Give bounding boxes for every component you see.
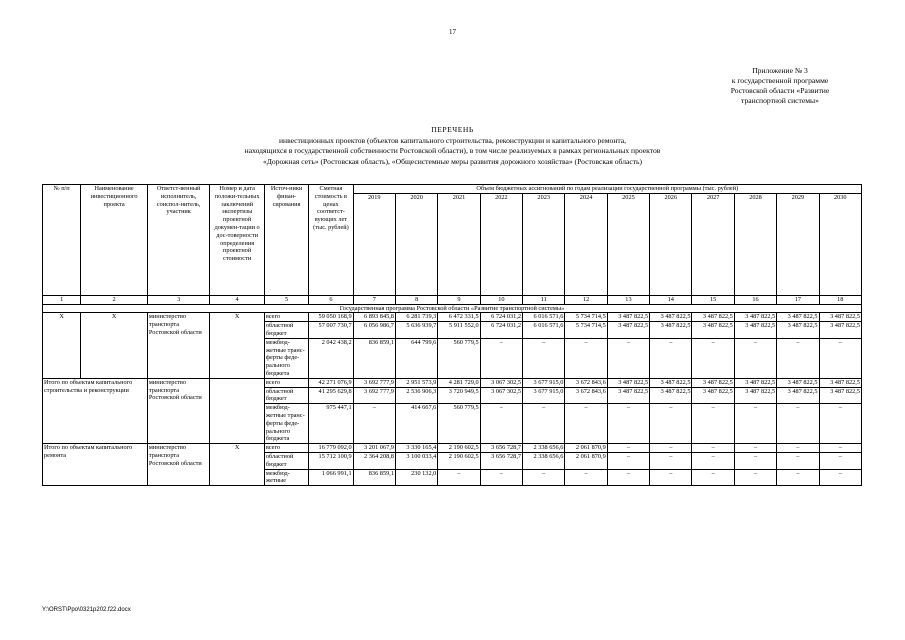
title-heading: ПЕРЕЧЕНЬ xyxy=(431,125,474,134)
year-value: 414 667,6 xyxy=(395,404,437,444)
year-value: 3 487 822,5 xyxy=(777,387,819,404)
year-value: 6 724 031,2 xyxy=(480,322,522,339)
year-value: – xyxy=(819,404,861,444)
year-value: 5 734 714,5 xyxy=(565,313,607,322)
column-number: 2 xyxy=(81,295,148,304)
year-value: 5 911 552,0 xyxy=(438,322,480,339)
header-year: 2027 xyxy=(692,193,734,295)
funding-source: межбюд-жетные транс-ферты феде-рального бюджета xyxy=(264,338,308,378)
year-value: 3 487 822,5 xyxy=(692,387,734,404)
year-value: 3 720 949,5 xyxy=(438,387,480,404)
column-number: 13 xyxy=(607,295,649,304)
year-value: – xyxy=(565,338,607,378)
year-value: 2 190 602,5 xyxy=(438,444,480,453)
header-year: 2026 xyxy=(650,193,692,295)
year-value: 3 677 915,0 xyxy=(523,378,565,387)
appendix-line: Приложение № 3 xyxy=(752,66,808,75)
appendix-line: Ростовской области «Развитие xyxy=(730,86,830,95)
column-number: 18 xyxy=(819,295,861,304)
year-value: 2 061 870,9 xyxy=(565,452,607,469)
year-value: – xyxy=(523,469,565,486)
year-value: – xyxy=(734,469,776,486)
year-value: 3 677 915,0 xyxy=(523,387,565,404)
year-value: 3 656 728,7 xyxy=(480,444,522,453)
year-value: – xyxy=(692,338,734,378)
year-value: 6 281 739,3 xyxy=(395,313,437,322)
title-line: инвестиционных проектов (объектов капитального строительства, реконструкции и капитального ремонта, xyxy=(278,135,627,145)
year-value: 2 338 656,6 xyxy=(523,452,565,469)
year-value: 3 487 822,5 xyxy=(607,313,649,322)
year-value: – xyxy=(692,444,734,453)
year-value: 3 487 822,5 xyxy=(650,378,692,387)
title-line: «Дорожная сеть» (Ростовская область), «Общесистемные меры развития дорожного хозяйства» (Ростовская область) xyxy=(262,156,643,166)
year-value: 2 061 870,9 xyxy=(565,444,607,453)
year-value: – xyxy=(650,469,692,486)
year-value: – xyxy=(565,469,607,486)
title-line: находящихся в государственной собственности Ростовской области), в том числе реализуемых в рамках региональных проектов xyxy=(244,146,661,155)
header-year: 2020 xyxy=(395,193,437,295)
header-estimate: Сметная стоимость в ценах соответст-вующих лет (тыс. рублей) xyxy=(309,185,353,296)
year-value: – xyxy=(777,444,819,453)
funding-source: областной бюджет xyxy=(264,452,308,469)
year-value: – xyxy=(607,444,649,453)
funding-source: межбюд-жетные транс-ферты феде-рального бюджета xyxy=(264,404,308,444)
header-year: 2024 xyxy=(565,193,607,295)
year-value: – xyxy=(734,444,776,453)
year-value: – xyxy=(777,469,819,486)
year-value: 3 487 822,5 xyxy=(819,387,861,404)
year-value: 3 692 777,9 xyxy=(353,387,395,404)
year-value: 3 487 822,5 xyxy=(819,378,861,387)
year-value: – xyxy=(692,452,734,469)
program-title: Государственная программа Ростовской области «Развитие транспортной системы» xyxy=(43,304,862,313)
header-name: Наименование инвестиционного проекта xyxy=(81,185,148,296)
header-expertise: Номер и дата положи-тельных заключений экспертизы проектной докумен-тации о дос-товерности определения проектной стоимости xyxy=(210,185,264,296)
estimate-value: 15 712 100,9 xyxy=(309,452,353,469)
year-value: – xyxy=(438,469,480,486)
year-value: – xyxy=(650,404,692,444)
year-value: 6 016 571,6 xyxy=(523,322,565,339)
year-value: 3 656 728,7 xyxy=(480,452,522,469)
column-number: 7 xyxy=(353,295,395,304)
year-value: 6 472 331,5 xyxy=(438,313,480,322)
table-row xyxy=(43,313,862,322)
column-number: 8 xyxy=(395,295,437,304)
estimate-value: 975 447,1 xyxy=(309,404,353,444)
year-value: – xyxy=(692,404,734,444)
year-value: 3 487 822,5 xyxy=(777,313,819,322)
column-number: 4 xyxy=(210,295,264,304)
header-year: 2021 xyxy=(438,193,480,295)
appendix-note xyxy=(698,66,862,106)
header-year: 2030 xyxy=(819,193,861,295)
column-number: 16 xyxy=(734,295,776,304)
table-row xyxy=(43,444,862,453)
funding-source: межбюд-жетные xyxy=(264,469,308,486)
year-value: 3 487 822,5 xyxy=(607,378,649,387)
header-budget-group: Объем бюджетных ассигнований по годам реализации государственной программы (тыс. рублей) xyxy=(353,185,861,194)
year-value: 2 364 208,8 xyxy=(353,452,395,469)
column-number: 5 xyxy=(264,295,308,304)
year-value: 3 100 033,4 xyxy=(395,452,437,469)
funding-source: областной бюджет xyxy=(264,322,308,339)
column-number: 14 xyxy=(650,295,692,304)
year-value: – xyxy=(353,404,395,444)
year-value: 3 487 822,5 xyxy=(650,387,692,404)
year-value: 3 487 822,5 xyxy=(819,322,861,339)
year-value: 3 487 822,5 xyxy=(692,322,734,339)
appendix-line: транспортной системы» xyxy=(741,96,819,105)
year-value: 644 799,6 xyxy=(395,338,437,378)
year-value: 3 487 822,5 xyxy=(734,387,776,404)
year-value: – xyxy=(777,404,819,444)
header-year: 2023 xyxy=(523,193,565,295)
funding-source: областной бюджет xyxy=(264,387,308,404)
year-value: – xyxy=(777,338,819,378)
year-value: 6 893 845,8 xyxy=(353,313,395,322)
year-value: 3 487 822,5 xyxy=(777,322,819,339)
year-value: 836 859,1 xyxy=(353,469,395,486)
header-source: Источ-ники финан-сирования xyxy=(264,185,308,296)
header-year: 2022 xyxy=(480,193,522,295)
year-value: – xyxy=(480,469,522,486)
year-value: 2 951 573,9 xyxy=(395,378,437,387)
year-value: 560 779,5 xyxy=(438,338,480,378)
year-value: 836 859,1 xyxy=(353,338,395,378)
table-row xyxy=(43,378,862,387)
executor: министерство транспорта Ростовской области xyxy=(147,444,210,486)
year-value: 3 487 822,5 xyxy=(692,378,734,387)
year-value: – xyxy=(480,338,522,378)
funding-source: всего xyxy=(264,378,308,387)
year-value: 5 734 714,5 xyxy=(565,322,607,339)
year-value: – xyxy=(650,338,692,378)
year-value: 3 330 165,4 xyxy=(395,444,437,453)
year-value: – xyxy=(819,469,861,486)
row-label: Итого по объектам капитального ремонта xyxy=(43,444,148,486)
estimate-value: 57 007 730,7 xyxy=(309,322,353,339)
year-value: – xyxy=(607,404,649,444)
year-value: 3 487 822,5 xyxy=(819,313,861,322)
estimate-value: 16 779 092,0 xyxy=(309,444,353,453)
year-value: 4 281 729,0 xyxy=(438,378,480,387)
year-value: – xyxy=(819,452,861,469)
year-value: – xyxy=(607,469,649,486)
year-value: 6 724 031,2 xyxy=(480,313,522,322)
column-number: 11 xyxy=(523,295,565,304)
appendix-line: к государственной программе xyxy=(731,76,829,85)
year-value: – xyxy=(523,404,565,444)
year-value: 2 338 656,6 xyxy=(523,444,565,453)
header-executor: Ответст-венный исполнитель, соиспол-нитель, участник xyxy=(147,185,210,296)
expertise: X xyxy=(210,444,264,486)
year-value: – xyxy=(819,444,861,453)
year-value: – xyxy=(734,452,776,469)
header-year: 2019 xyxy=(353,193,395,295)
year-value: – xyxy=(650,444,692,453)
year-value: – xyxy=(607,338,649,378)
column-number: 1 xyxy=(43,295,81,304)
estimate-value: 42 271 076,9 xyxy=(309,378,353,387)
year-value: 3 487 822,5 xyxy=(607,322,649,339)
year-value: 6 056 986,7 xyxy=(353,322,395,339)
year-value: 2 190 602,5 xyxy=(438,452,480,469)
year-value: 3 487 822,5 xyxy=(650,313,692,322)
year-value: 3 067 302,5 xyxy=(480,387,522,404)
header-no: № п/п xyxy=(43,185,81,296)
row-label: X xyxy=(43,313,81,378)
year-value: 3 672 843,6 xyxy=(565,387,607,404)
investment-projects-table xyxy=(42,184,862,486)
expertise xyxy=(210,378,264,443)
column-number: 17 xyxy=(777,295,819,304)
estimate-value: 2 042 438,2 xyxy=(309,338,353,378)
year-value: 3 487 822,5 xyxy=(734,378,776,387)
year-value: – xyxy=(523,338,565,378)
estimate-value: 1 066 991,1 xyxy=(309,469,353,486)
project-name: X xyxy=(81,313,148,378)
header-year: 2028 xyxy=(734,193,776,295)
executor: министерство транспорта Ростовской области xyxy=(147,378,210,443)
expertise: X xyxy=(210,313,264,378)
file-path-footer: Y:\ORST\Ppo\0321p202.f22.docx xyxy=(42,607,131,613)
year-value: 230 132,0 xyxy=(395,469,437,486)
estimate-value: 59 050 168,9 xyxy=(309,313,353,322)
header-year: 2025 xyxy=(607,193,649,295)
column-number: 12 xyxy=(565,295,607,304)
year-value: – xyxy=(734,338,776,378)
executor: министерство транспорта Ростовской области xyxy=(147,313,210,378)
year-value: 3 487 822,5 xyxy=(650,322,692,339)
year-value: 560 779,5 xyxy=(438,404,480,444)
year-value: 3 067 302,5 xyxy=(480,378,522,387)
page-number: 17 xyxy=(449,28,456,36)
year-value: 3 487 822,5 xyxy=(734,313,776,322)
year-value: 3 672 843,6 xyxy=(565,378,607,387)
year-value: 3 487 822,5 xyxy=(607,387,649,404)
header-year: 2029 xyxy=(777,193,819,295)
year-value: 3 487 822,5 xyxy=(692,313,734,322)
column-number: 6 xyxy=(309,295,353,304)
year-value: 3 487 822,5 xyxy=(734,322,776,339)
year-value: – xyxy=(650,452,692,469)
year-value: 6 016 571,6 xyxy=(523,313,565,322)
year-value: – xyxy=(565,404,607,444)
funding-source: всего xyxy=(264,444,308,453)
estimate-value: 41 295 629,8 xyxy=(309,387,353,404)
column-number: 15 xyxy=(692,295,734,304)
year-value: 2 536 906,3 xyxy=(395,387,437,404)
year-value: 5 636 939,7 xyxy=(395,322,437,339)
year-value: – xyxy=(692,469,734,486)
year-value: 3 487 822,5 xyxy=(777,378,819,387)
column-number: 9 xyxy=(438,295,480,304)
column-number: 3 xyxy=(147,295,210,304)
year-value: – xyxy=(777,452,819,469)
row-label: Итого по объектам капитального строительства и реконструкции xyxy=(43,378,148,443)
year-value: – xyxy=(480,404,522,444)
year-value: – xyxy=(734,404,776,444)
column-number: 10 xyxy=(480,295,522,304)
year-value: 3 201 067,9 xyxy=(353,444,395,453)
funding-source: всего xyxy=(264,313,308,322)
document-title xyxy=(0,125,905,167)
year-value: – xyxy=(819,338,861,378)
year-value: 3 692 777,9 xyxy=(353,378,395,387)
year-value: – xyxy=(607,452,649,469)
